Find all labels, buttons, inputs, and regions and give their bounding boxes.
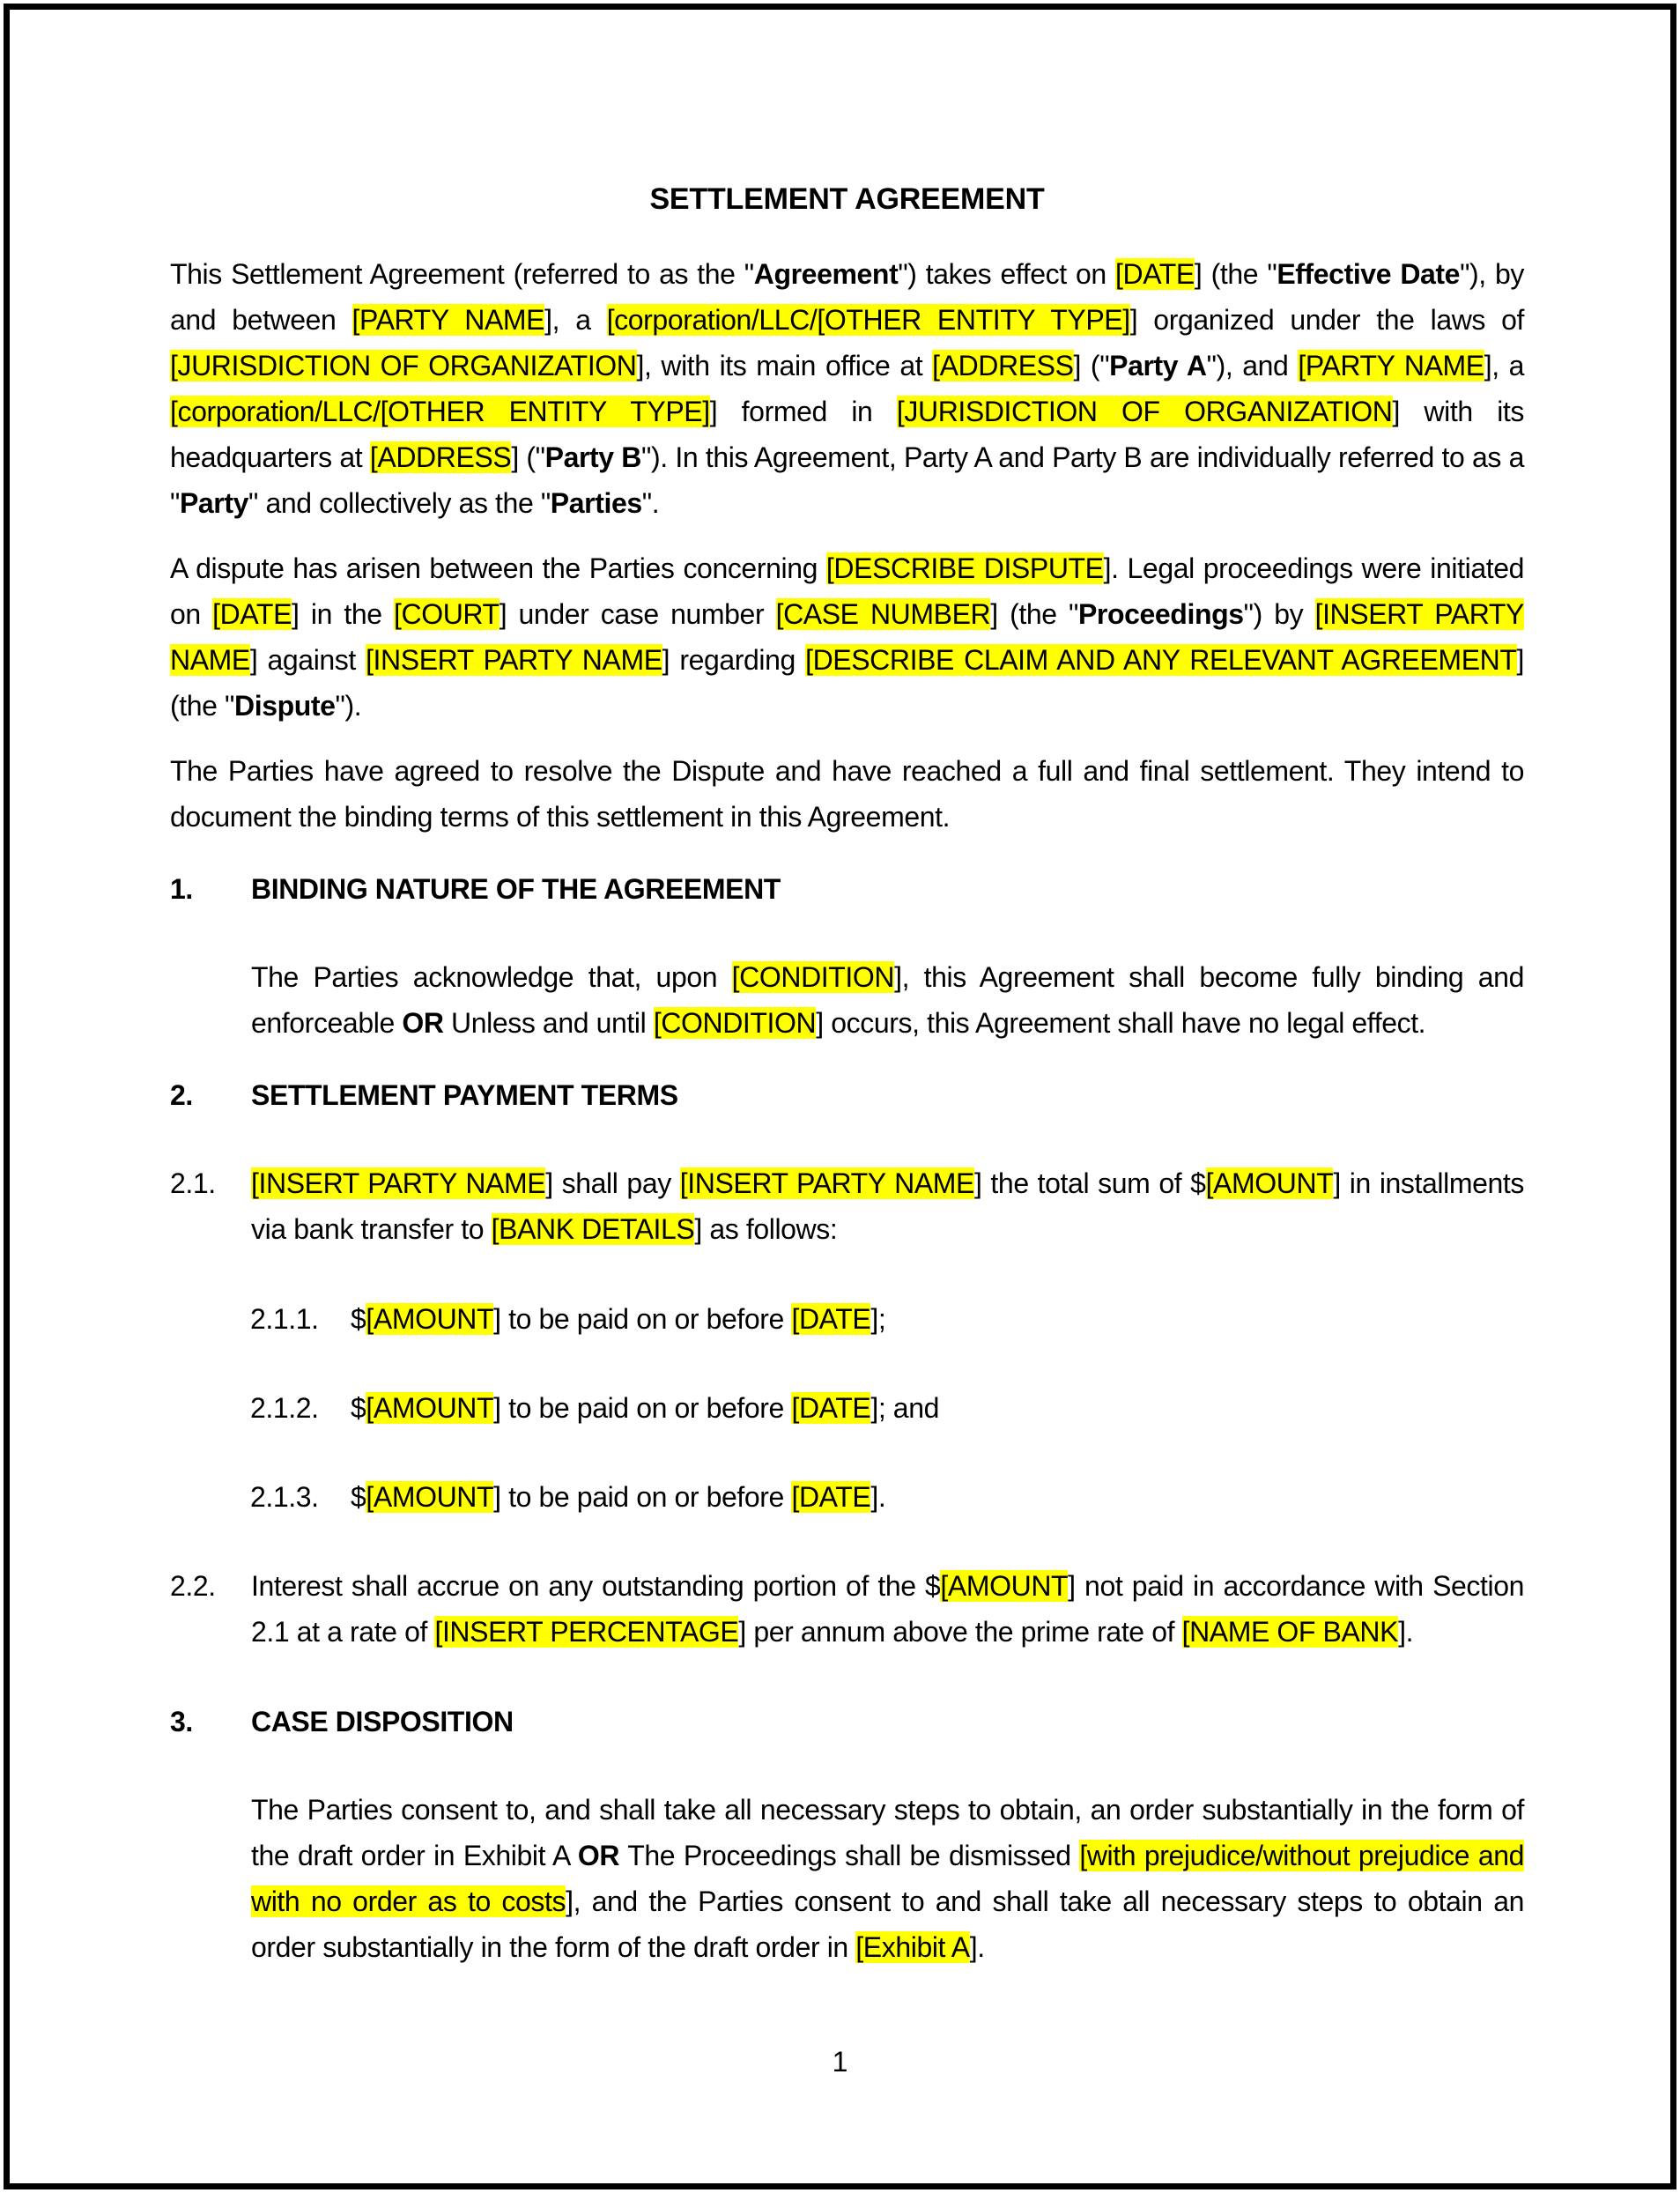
text-run: "), and [1206,350,1299,382]
placeholder-highlight: [corporation/LLC/[OTHER ENTITY TYPE] [606,304,1130,336]
text-run: ] regarding [662,644,806,676]
text-run: ] under case number [499,598,776,630]
clause-2-1-2 [170,1385,1524,1431]
text-run: $ [351,1392,366,1424]
section-paragraph [251,954,1524,1046]
placeholder-highlight: [ADDRESS [369,441,512,473]
text-run: The Parties consent to, and shall take all necessary steps to obtain, an order substantially in the form of the draft order in Exhibit A [251,1794,1524,1871]
text-run: ]. [1398,1616,1414,1648]
text-run: OR [402,1007,444,1039]
placeholder-highlight: [DESCRIBE DISPUTE [825,552,1104,584]
text-run: ], and the Parties consent to and shall take all necessary steps to obtain an order substantially in the form of the draft order in [251,1886,1524,1963]
placeholder-highlight: [INSERT PERCENTAGE [434,1616,739,1648]
text-run: ] to be paid on or before [493,1303,792,1335]
text-run: Dispute [234,690,336,722]
clause-2-1-1 [170,1296,1524,1342]
clause-2-1-3 [170,1474,1524,1520]
placeholder-highlight: [AMOUNT [366,1392,494,1424]
section-3 [170,1699,1524,1970]
placeholder-highlight: [CONDITION [731,961,895,993]
text-run: ]; [870,1303,886,1335]
placeholder-highlight: [DATE [791,1481,871,1513]
text-run: ] per annum above the prime rate of [738,1616,1182,1648]
text-run: ] against [249,644,366,676]
placeholder-highlight: [DATE [791,1392,871,1424]
text-run: Agreement [753,258,899,290]
placeholder-highlight: [DATE [212,598,292,630]
clause-number: 2.1. [170,1167,216,1199]
placeholder-highlight: [DATE [1115,258,1195,290]
text-run: ] with its headquarters at [170,396,1524,473]
placeholder-highlight: [AMOUNT [366,1481,494,1513]
placeholder-highlight: [COURT [394,598,500,630]
text-run: ] to be paid on or before [493,1392,792,1424]
text-run: ] the total sum of $ [973,1167,1206,1199]
placeholder-highlight: [INSERT PARTY NAME [251,1167,546,1199]
text-run: Party [179,487,249,519]
text-run: ] shall pay [545,1167,680,1199]
text-run: ] as follows: [694,1213,838,1245]
text-run: ], this Agreement shall become fully binding and enforceable [251,961,1524,1039]
text-run: This Settlement Agreement (referred to as the " [170,258,754,290]
section-1 [170,866,1524,1046]
text-run: ") by [1243,598,1315,630]
text-run: Party B [544,441,642,473]
placeholder-highlight: [AMOUNT [940,1570,1069,1602]
section-paragraph [251,1787,1524,1970]
text-run: $ [351,1481,366,1513]
placeholder-highlight: [INSERT PARTY NAME [679,1167,974,1199]
text-run: A dispute has arisen between the Parties concerning [170,552,826,584]
placeholder-highlight: [AMOUNT [1205,1167,1334,1199]
text-run: The Parties acknowledge that, upon [251,961,732,993]
placeholder-highlight: [CONDITION [653,1007,817,1039]
clause-2-2 [170,1563,1524,1655]
section-2 [170,1072,1524,1655]
text-run: "). [335,690,362,722]
text-run: $ [351,1303,366,1335]
placeholder-highlight: [BANK DETAILS [491,1213,695,1245]
placeholder-highlight: [CASE NUMBER [775,598,991,630]
placeholder-highlight: [NAME OF BANK [1181,1616,1399,1648]
intro-paragraph [170,748,1524,840]
text-run: ]; and [870,1392,939,1424]
clause-number: 2.2. [170,1570,216,1602]
intro-paragraph [170,251,1524,526]
placeholder-highlight: [INSERT PARTY NAME [170,598,1524,676]
text-run: ] in the [292,598,394,630]
text-run: Parties [550,487,642,519]
text-run: ] (" [1073,350,1110,382]
text-run: ] (" [511,441,545,473]
placeholder-highlight: [ADDRESS [932,350,1074,382]
clause-number: 2.1.2. [250,1392,319,1424]
text-run: ], with its main office at [636,350,933,382]
section-heading-text: BINDING NATURE OF THE AGREEMENT [251,873,781,905]
intro-paragraphs [170,251,1524,840]
text-run: ". [641,487,660,519]
page-content [170,176,1524,1989]
section-number: 1. [170,873,193,905]
placeholder-highlight: [with prejudice/without prejudice and with no order as to costs [251,1840,1525,1917]
section-heading [170,866,1524,912]
text-run: ], a [544,304,607,336]
clause-number: 2.1.1. [250,1303,319,1335]
intro-paragraph [170,545,1524,729]
section-number: 3. [170,1706,193,1737]
placeholder-highlight: [DATE [791,1303,871,1335]
placeholder-highlight: [Exhibit A [855,1931,970,1963]
placeholder-highlight: [INSERT PARTY NAME [366,644,662,676]
placeholder-highlight: [PARTY NAME [1298,350,1484,382]
section-list [170,866,1524,1970]
text-run: ] (the " [1194,258,1277,290]
placeholder-highlight: [corporation/LLC/[OTHER ENTITY TYPE] [170,396,710,427]
text-run: ] organized under the laws of [1129,304,1524,336]
page-number: 1 [832,2046,848,2078]
text-run: ]. [870,1481,886,1513]
section-heading-text: SETTLEMENT PAYMENT TERMS [251,1079,678,1111]
text-run: The Parties have agreed to resolve the Dispute and have reached a full and final settlement. They intend to document the binding terms of this settlement in this Agreement. [170,755,1524,833]
text-run: ") takes effect on [898,258,1115,290]
section-heading-text: CASE DISPOSITION [251,1706,514,1737]
placeholder-highlight: [DESCRIBE CLAIM AND ANY RELEVANT AGREEMENT [805,644,1517,676]
text-run: " and collectively as the " [248,487,551,519]
text-run: ] formed in [709,396,897,427]
text-run: "), by and between [170,258,1525,336]
text-run: ] not paid in accordance with Section 2.1 at a rate of [251,1570,1525,1648]
text-run: Party A [1109,350,1207,382]
text-run: ] occurs, this Agreement shall have no legal effect. [816,1007,1426,1039]
text-run: ]. Legal proceedings were initiated on [170,552,1524,630]
text-run: ]. [969,1931,985,1963]
section-number: 2. [170,1079,193,1111]
text-run: The Proceedings shall be dismissed [619,1840,1080,1871]
text-run: Effective Date [1277,258,1461,290]
placeholder-highlight: [JURISDICTION OF ORGANIZATION [170,350,637,382]
text-run: ] in installments via bank transfer to [251,1167,1524,1245]
text-run: Proceedings [1077,598,1244,630]
placeholder-highlight: [PARTY NAME [352,304,545,336]
clause-2-1 [170,1160,1524,1252]
placeholder-highlight: [JURISDICTION OF ORGANIZATION [896,396,1393,427]
text-run: "). In this Agreement, Party A and Party B are individually referred to as a " [170,441,1524,519]
section-heading [170,1699,1524,1745]
clause-number: 2.1.3. [250,1481,319,1513]
text-run: ], a [1484,350,1525,382]
text-run: ] to be paid on or before [493,1481,792,1513]
text-run: OR [577,1840,620,1871]
text-run: Unless and until [443,1007,654,1039]
text-run: ] (the " [990,598,1078,630]
document-title: SETTLEMENT AGREEMENT [649,182,1045,216]
text-run: Interest shall accrue on any outstanding portion of the $ [251,1570,941,1602]
text-run: ] (the " [170,644,1524,722]
section-heading [170,1072,1524,1118]
placeholder-highlight: [AMOUNT [366,1303,494,1335]
